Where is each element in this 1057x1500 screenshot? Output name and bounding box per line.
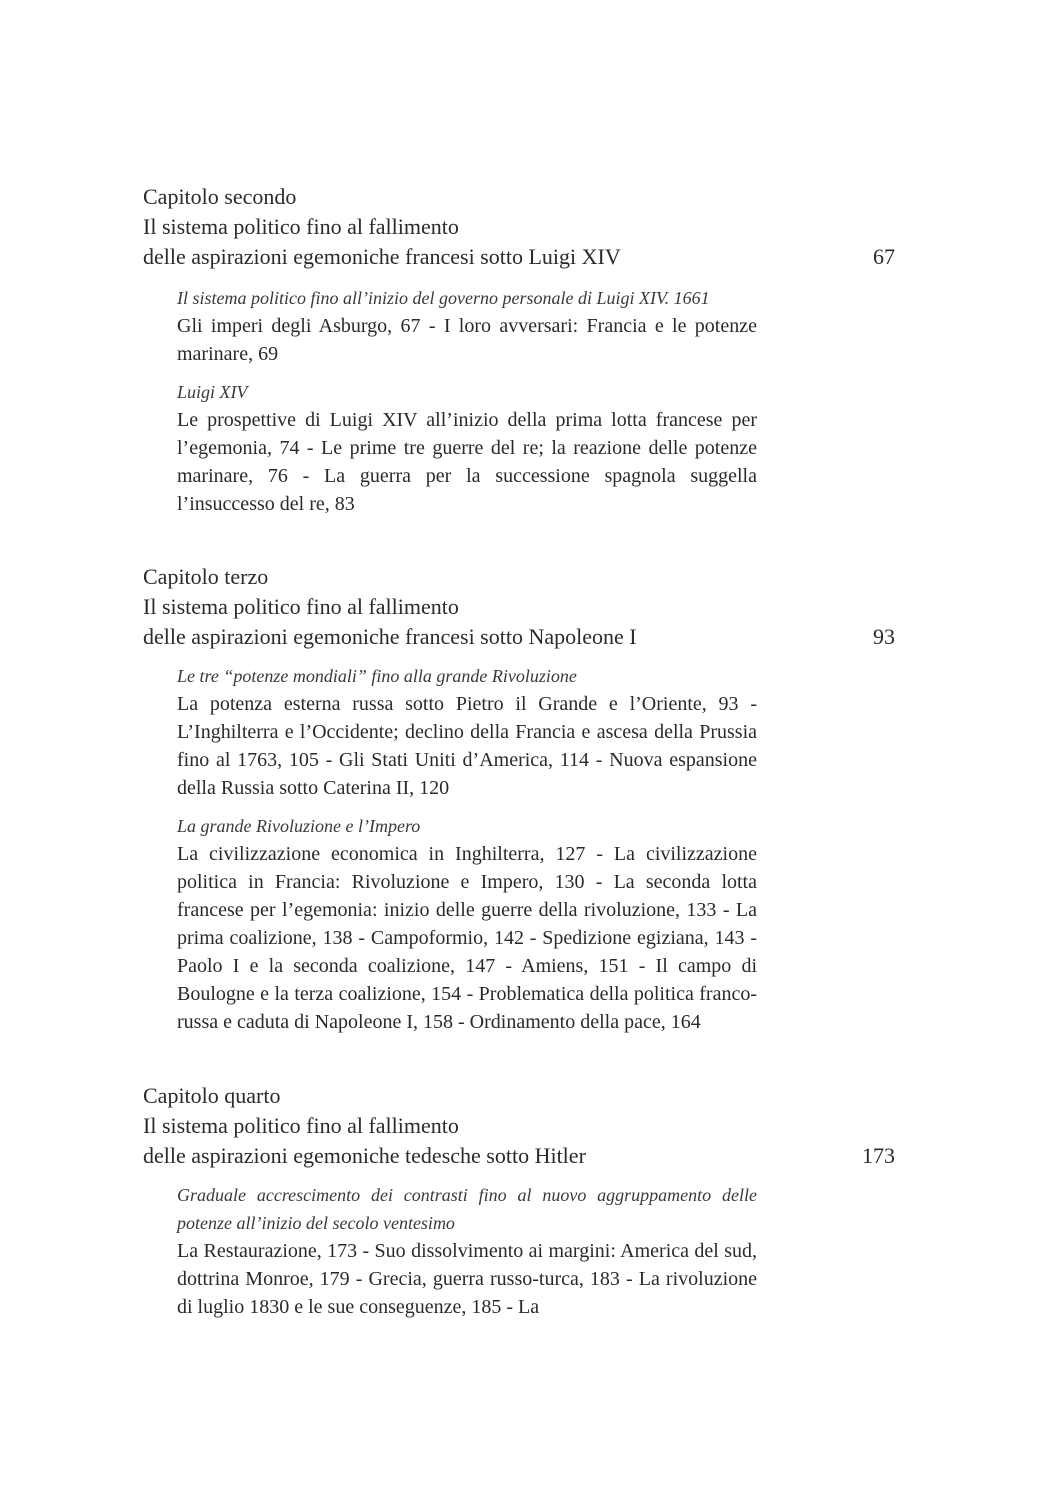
chapter-title-row (143, 622, 895, 652)
section-body: La civilizzazione economica in Inghilterra, 127 - La civilizzazione politica in Francia: Rivoluzione e Impero, 130 - La seconda lotta francese per l’egemonia: inizio delle guerre della rivoluzione, 133 - La prima coalizione, 138 - Campoformio, 142 - Spedizione egiziana, 143 - Paolo I e la seconda coalizione, 147 - Amiens, 151 - Il campo di Boulogne e la terza coalizione, 154 - Problematica della politica franco-russa e caduta di Napoleone I, 158 - Ordinamento della pace, 164 (177, 843, 757, 1033)
section-title: Luigi XIV (177, 382, 248, 402)
chapter-label: Capitolo quarto (143, 1083, 281, 1108)
chapter-page-number: 93 (873, 624, 895, 649)
chapter-title-line2: delle aspirazioni egemoniche francesi sotto Napoleone I (143, 624, 637, 649)
toc-section (177, 662, 757, 802)
section-body: Le prospettive di Luigi XIV all’inizio della prima lotta francese per l’egemonia, 74 - Le prime tre guerre del re; la reazione delle potenze marinare, 76 - La guerra per la successione spagnola suggella l’insuccesso del re, 83 (177, 409, 757, 515)
section-title: La grande Rivoluzione e l’Impero (177, 816, 421, 836)
toc-section (177, 1181, 757, 1321)
chapter-title-line2: delle aspirazioni egemoniche tedesche sotto Hitler (143, 1143, 586, 1168)
chapter-label: Capitolo terzo (143, 564, 269, 589)
chapter-title-line1: Il sistema politico fino al fallimento (143, 1113, 459, 1138)
section-body: Gli imperi degli Asburgo, 67 - I loro avversari: Francia e le potenze marinare, 69 (177, 315, 757, 365)
section-body: La Restaurazione, 173 - Suo dissolvimento ai margini: America del sud, dottrina Monroe, 179 - Grecia, guerra russo-turca, 183 - La rivoluzione di luglio 1830 e le sue conseguenze, 185 - La (177, 1240, 757, 1318)
chapter-terzo (143, 562, 895, 1046)
chapter-secondo (143, 182, 895, 528)
chapter-title-row (143, 1141, 895, 1171)
chapter-title-row (143, 242, 895, 272)
section-body: La potenza esterna russa sotto Pietro il Grande e l’Oriente, 93 - L’Inghilterra e l’Occidente; declino della Francia e ascesa della Prussia fino al 1763, 105 - Gli Stati Uniti d’America, 114 - Nuova espansione della Russia sotto Caterina II, 120 (177, 693, 757, 799)
section-title: Le tre “potenze mondiali” fino alla grande Rivoluzione (177, 666, 577, 686)
chapter-title-line2: delle aspirazioni egemoniche francesi sotto Luigi XIV (143, 244, 621, 269)
toc-section (177, 812, 757, 1036)
chapter-page-number: 173 (862, 1143, 895, 1168)
chapter-title-line1: Il sistema politico fino al fallimento (143, 594, 459, 619)
chapter-title-line1: Il sistema politico fino al fallimento (143, 214, 459, 239)
chapter-page-number: 67 (873, 244, 895, 269)
section-title: Il sistema politico fino all’inizio del governo personale di Luigi XIV. 1661 (177, 288, 710, 308)
toc-section (177, 284, 757, 368)
chapter-label: Capitolo secondo (143, 184, 297, 209)
toc-section (177, 378, 757, 518)
chapter-quarto (143, 1081, 895, 1331)
section-title: Graduale accrescimento dei contrasti fino al nuovo aggruppamento delle potenze all’inizio del secolo ventesimo (177, 1185, 757, 1233)
